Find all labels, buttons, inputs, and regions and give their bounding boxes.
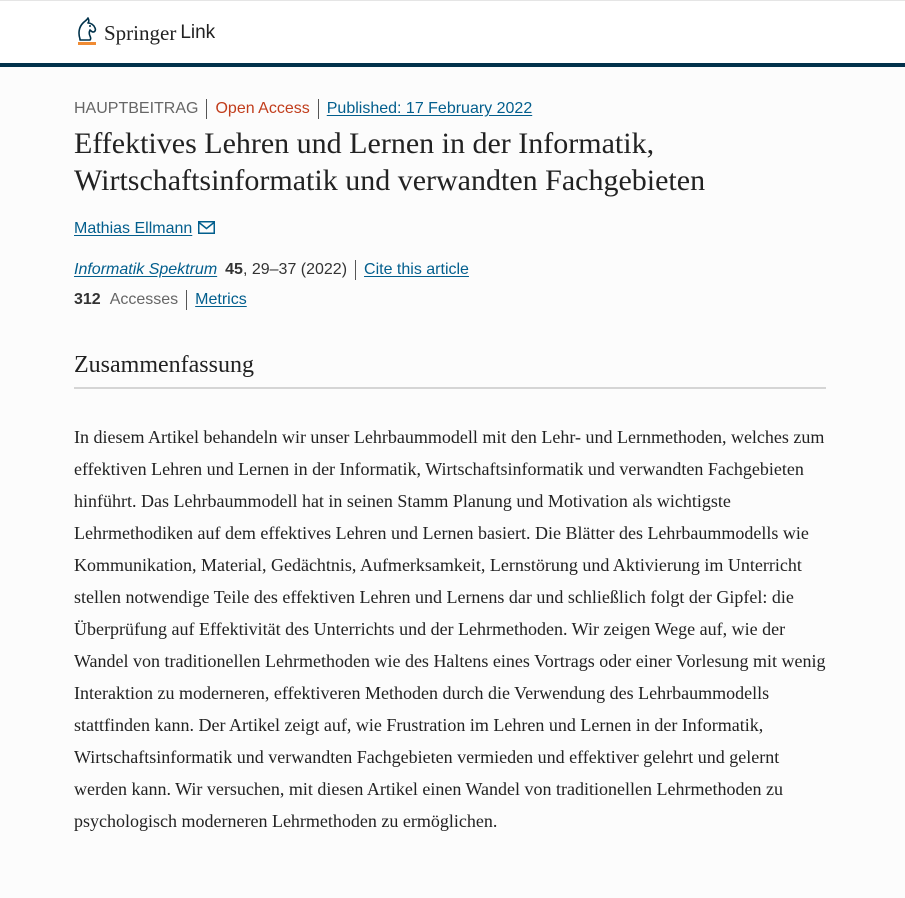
metrics-link[interactable]: Metrics — [195, 291, 247, 308]
article-title: Effektives Lehren und Lernen in der Informatik, Wirtschaftsinformatik und verwandten Fachgebieten — [74, 127, 706, 197]
open-access-badge: Open Access — [215, 100, 310, 117]
volume-number: 45 — [225, 261, 243, 278]
divider — [206, 99, 207, 119]
journal-link[interactable]: Informatik Spektrum — [74, 261, 218, 278]
pages-year: , 29–37 (2022) — [242, 261, 348, 278]
springer-link-logo[interactable] — [74, 17, 215, 49]
springer-horse-icon — [74, 17, 100, 49]
site-header — [0, 0, 905, 63]
divider — [186, 290, 187, 310]
article-type: HAUPTBEITRAG — [74, 100, 199, 117]
cite-article-link[interactable]: Cite this article — [364, 261, 469, 278]
article-meta — [74, 99, 532, 119]
logo-word-link: Link — [180, 22, 216, 43]
abstract-text: In diesem Artikel behandeln wir unser Lehrbaummodell mit den Lehr- und Lernmethoden, welches zum effektiven Lehren und Lernen in der Informatik, Wirtschaftsinformatik und verwandten Fachgebieten hinführt. Das Lehrbaummodell hat in seinen Stamm Planung und Motivation als wichtigste Lehrmethodiken auf dem effektives Lehren und Lernen basiert. Die Blätter des Lehrbaummodells wie Kommunikation, Material, Gedächtnis, Aufmerksamkeit, Lernstörung und Aktivierung im Unterricht stellen notwendige Teile des effektiven Lehren und Lernens dar und schließlich folgt der Gipfel: die Überprüfung auf Effektivität des Unterrichts und der Lehrmethoden. Wir zeigen Wege auf, wie der Wandel von traditionellen Lehrmethoden wie des Haltens eines Vortrags oder einer Vorlesung mit wenig Interaktion zu moderneren, effektiveren Methoden durch die Verwendung des Lehrbaummodells stattfinden kann. Der Artikel zeigt auf, wie Frustration im Lehren und Lernen in der Informatik, Wirtschaftsinformatik und verwandten Fachgebieten vermieden und effektiver gelehrt und gelernt werden kann. Wir versuchen, mit diesen Artikel einen Wandel von traditionellen Lehrmethoden zu psychologisch moderneren Lehrmethoden zu ermöglichen. — [74, 427, 826, 831]
accesses-count: 312 — [74, 291, 101, 308]
logo-word-springer: Springer — [104, 20, 177, 45]
author-list — [74, 219, 215, 239]
published-date-link[interactable]: Published: 17 February 2022 — [326, 100, 533, 117]
abstract-heading: Zusammenfassung — [74, 351, 826, 389]
mail-icon[interactable] — [198, 221, 215, 234]
divider — [318, 99, 319, 119]
accesses-label: Accesses — [109, 291, 179, 308]
divider — [355, 260, 356, 280]
journal-citation — [74, 260, 469, 280]
article-metrics — [74, 290, 247, 310]
header-accent-bar — [0, 63, 905, 67]
author-link[interactable]: Mathias Ellmann — [74, 220, 193, 237]
